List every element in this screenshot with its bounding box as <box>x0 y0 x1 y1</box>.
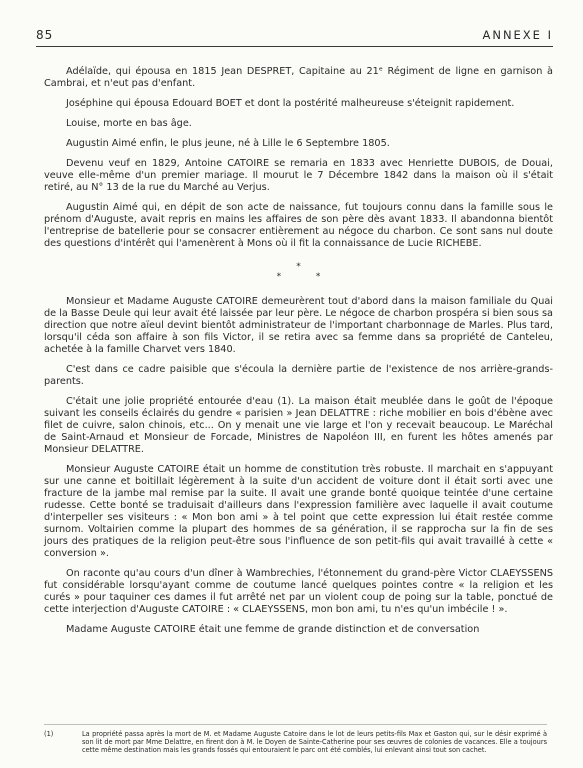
page-number: 85 <box>36 28 54 42</box>
paragraph: Devenu veuf en 1829, Antoine CATOIRE se remaria en 1833 avec Henriette DUBOIS, de Douai, veuve elle-même d'un premier mariage. Il mourut le 7 Décembre 1842 dans la maison où il s'était retiré, au N° 13 de la rue du Marché au Verjus. <box>44 158 553 193</box>
section-separator <box>44 262 553 282</box>
paragraph: On raconte qu'au cours d'un dîner à Wambrechies, l'étonnement du grand-père Victor CLAEYSSENS fut considérable lorsqu'ayant comme de coutume lancé quelques pointes contre « la religion et les curés » pour taquiner ces dames il fut arrêté net par un violent coup de poing sur la table, ponctué de cette interjection d'Auguste CATOIRE : « CLAEYSSENS, mon bon ami, tu n'es qu'un imbécile ! ». <box>44 568 553 615</box>
paragraph: Augustin Aimé qui, en dépit de son acte de naissance, fut toujours connu dans la famille sous le prénom d'Auguste, avait repris en mains les affaires de son père dès avant 1833. Il abandonna bientôt l'entreprise de batellerie pour se consacrer entièrement au négoce du charbon. Ce sont sans nul doute des questions d'intérêt qui l'amenèrent à Mons où il fit la connaissance de Lucie RICHEBE. <box>44 202 553 249</box>
footnote-marker: (1) <box>44 730 54 738</box>
paragraph: Adélaïde, qui épousa en 1815 Jean DESPRET, Capitaine au 21ᵉ Régiment de ligne en garnison à Cambrai, et n'eut pas d'enfant. <box>44 66 553 89</box>
section-title: ANNEXE I <box>482 28 553 42</box>
paragraph: Augustin Aimé enfin, le plus jeune, né à Lille le 6 Septembre 1805. <box>66 138 390 149</box>
paragraph: Monsieur et Madame Auguste CATOIRE demeurèrent tout d'abord dans la maison familiale du Quai de la Basse Deule qui leur avait été laissée par leur père. Le négoce de charbon prospéra si bien sous sa direction que notre aïeul devint bientôt administrateur de l'important charbonnage de Marles. Plus tard, lorsqu'il céda son affaire à son fils Victor, il se retira avec sa femme dans sa propriété de Canteleu, achetée à la famille Charvet vers 1840. <box>44 296 553 355</box>
page-header <box>36 20 553 47</box>
document-body <box>44 66 553 644</box>
paragraph: Joséphine qui épousa Edouard BOET et dont la postérité malheureuse s'éteignit rapidement. <box>66 98 515 109</box>
paragraph: C'est dans ce cadre paisible que s'écoula la dernière partie de l'existence de nos arrière-grands-parents. <box>44 364 553 387</box>
paragraph: Madame Auguste CATOIRE était une femme de grande distinction et de conversation <box>66 624 480 635</box>
paragraph: C'était une jolie propriété entourée d'eau (1). La maison était meublée dans le goût de l'époque suivant les conseils éclairés du gendre « parisien » Jean DELATTRE : riche mobilier en bois d'ébène avec filet de cuivre, salon chinois, etc... On y menait une vie large et l'on y recevait beaucoup. Le Maréchal de Saint-Arnaud et Monsieur de Forcade, Ministres de Napoléon III, en furent les hôtes amenés par Monsieur DELATTRE. <box>44 396 553 455</box>
footnote-text: La propriété passa après la mort de M. et Madame Auguste Catoire dans le lot de leurs petits-fils Max et Gaston qui, sur le désir exprimé à son lit de mort par Mme Delattre, en firent don à M. le Doyen de Sainte-Catherine pour ses œuvres de colonies de vacances. Elle a toujours cette même destination mais les grands fossés qui entouraient le parc ont été comblés, lui enlevant ainsi tout son cachet. <box>82 730 547 754</box>
footnote <box>44 724 547 754</box>
separator-star-top: * <box>296 262 301 272</box>
paragraph: Louise, morte en bas âge. <box>66 118 192 129</box>
separator-star-bottom: * * <box>276 272 337 282</box>
paragraph: Monsieur Auguste CATOIRE était un homme de constitution très robuste. Il marchait en s'appuyant sur une canne et boitillait légèrement à la suite d'un accident de voiture dont il était sorti avec une fracture de la jambe mal remise par la suite. Il avait une grande bonté quoique teintée d'une certaine rudesse. Cette bonté se traduisait d'ailleurs dans l'expression familière avec laquelle il avait coutume d'interpeller ses visiteurs : « Mon bon ami » à tel point que cette expression lui était restée comme surnom. Voltairien comme la plupart des hommes de sa génération, il se rapprocha sur la fin de ses jours des pratiques de la religion peut-être sous l'influence de son petit-fils qui avait travaillé à cette « conversion ». <box>44 464 553 559</box>
